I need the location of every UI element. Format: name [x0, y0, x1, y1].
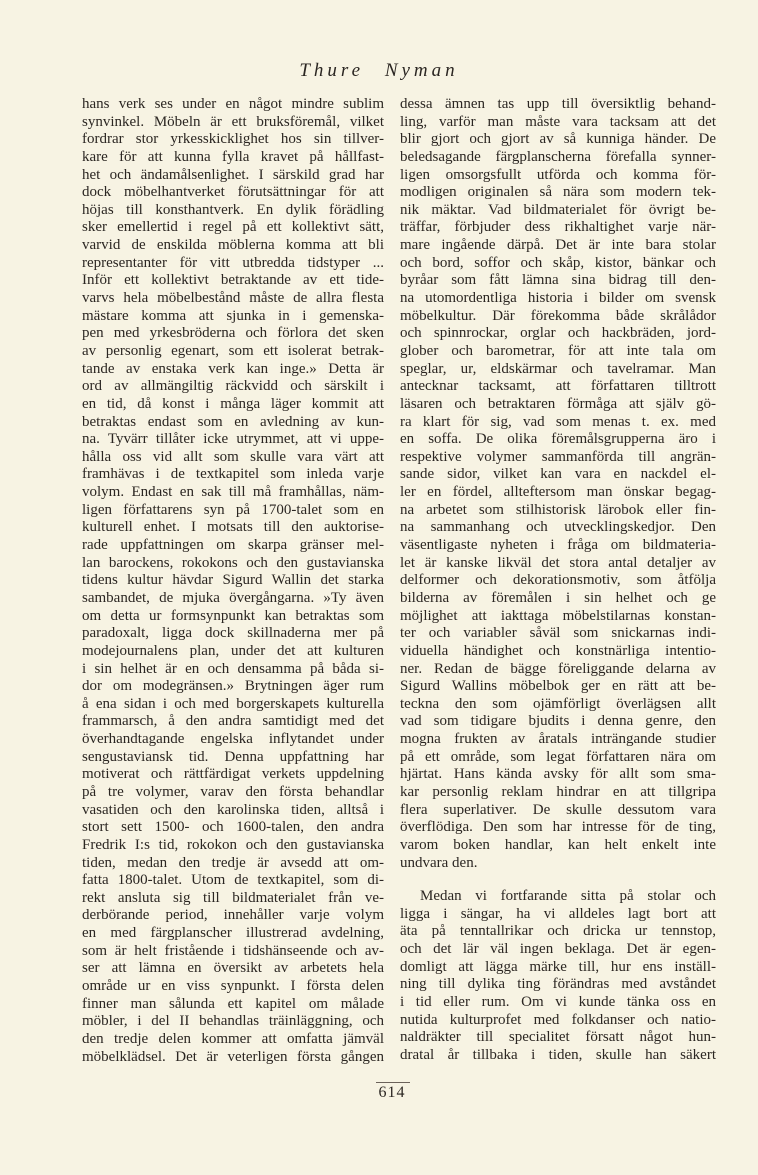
text-line: om detta ur formsynpunkt kan betraktas som [82, 607, 384, 624]
text-line: ligen omsorgsfullt utförda och komma för- [400, 166, 716, 183]
text-line: mare ingående därpå. Det är inte bara stolar [400, 237, 716, 254]
text-line: möbelklädsel. Det är veterligen första gången [82, 1048, 384, 1065]
text-line: paradoxalt, ligga dock skillnaderna mer på [82, 625, 384, 642]
text-line: en soffa. De olika föremålsgrupperna äro i [400, 431, 716, 448]
text-line: kare för att kunna fylla kravet på hållfast- [82, 148, 384, 165]
text-line: område ur en viss synpunkt. I första delen [82, 978, 384, 995]
text-line: ler en fördel, allteftersom man önskar begag- [400, 484, 716, 501]
text-line: delformer och dekorationsmotiv, som åtfölja [400, 572, 716, 589]
text-line: på ett område, som legat författaren nära om [400, 748, 716, 765]
text-line: sker emellertid i regel på ett kollektivt sätt, [82, 219, 384, 236]
text-line: frammarsch, å den andra samtidigt med det [82, 713, 384, 730]
text-line: äta på tenntallrikar och dricka ur tennstop, [400, 923, 716, 940]
text-line: varvs hela möbelbestånd måste de allra flesta [82, 290, 384, 307]
text-line: och spinnrockar, orglar och hackbräden, jord- [400, 325, 716, 342]
text-line: fatta 1800-talet. Utom de textkapitel, som di- [82, 872, 384, 889]
text-line: na arbetet som stilhistorisk lärobok eller fin- [400, 501, 716, 518]
text-line: volym. Endast en sak till må framhållas, näm- [82, 484, 384, 501]
text-line: Medan vi fortfarande sitta på stolar och [420, 888, 716, 905]
page-number: 614 [378, 1084, 406, 1101]
text-line: ligga i sängar, ha vi alldeles lagt bort att [400, 905, 716, 922]
text-line: fordrar stor yrkesskicklighet hos sin tillver- [82, 131, 384, 148]
text-line: ligen författarens syn på 1700-talet som en [82, 501, 384, 518]
text-line: träffar, förbjuder dess rikhaltighet varje när- [400, 219, 716, 236]
text-line: överhandtagande engelska inflytandet under [82, 731, 384, 748]
text-line: Fredrik I:s tid, rokokon och den gustavianska [82, 836, 384, 853]
text-line: blir gjort och gjort av så kunniga händer. De [400, 131, 716, 148]
text-line: domligt att lägga märke till, hur ens inställ- [400, 958, 716, 975]
text-line: nik mäktar. Vad bildmaterialet för övrigt be- [400, 201, 716, 218]
text-line: läsaren och betraktaren förmåga att själv gö- [400, 395, 716, 412]
text-line: glober och barometrar, för att inte tala om [400, 342, 716, 359]
text-line: av personlig egenart, som ett isolerat betrak- [82, 342, 384, 359]
text-line: möbler, i del II behandlas träinläggning, och [82, 1013, 384, 1030]
left-text-column [82, 96, 384, 1066]
text-line: dock möbelhantverket förutsättningar för att [82, 184, 384, 201]
text-line: möbelkultur. Där förekomma både skrålådor [400, 307, 716, 324]
text-line: finner man sålunda ett kapitel om målade [82, 995, 384, 1012]
text-line: å ena sidan i och med borgerskapets kulturella [82, 695, 384, 712]
text-line: mogna frukten av åratals inträngande studier [400, 731, 716, 748]
text-line: och bord, soffor och skåp, kistor, bänkar och [400, 254, 716, 271]
text-line: hålla oss vid allt som skulle vara värt att [82, 448, 384, 465]
text-line: ser att lämna en översikt av arbetets hela [82, 960, 384, 977]
text-line: nutida kulturprofet med folkdanser och natio- [400, 1011, 716, 1028]
text-line: bilderna av föremålen i sin helhet och ge [400, 589, 716, 606]
author-first-name: Thure [299, 60, 365, 81]
text-line: ter och variabler såväl som snickarnas indi- [400, 625, 716, 642]
text-line: i sin helhet är en och densamma på båda si- [82, 660, 384, 677]
text-line: ling, varför man måste vara tacksam att det [400, 113, 716, 130]
text-line: hjärtat. Hans kända avsky för allt som sma- [400, 766, 716, 783]
text-line: hans verk ses under en något mindre sublim [82, 96, 384, 112]
text-line: na. Tyvärr tillåter icke utrymmet, att vi uppe- [82, 431, 384, 448]
text-line: ord av allmängiltig räckvidd och särskilt i [82, 378, 384, 395]
text-line: representanter för vitt utbredda tidstyper ... [82, 254, 384, 271]
text-line: stort sett 1500- och 1600-talen, den andra [82, 819, 384, 836]
text-line: derbörande period, innehåller varje volym [82, 907, 384, 924]
text-line: på tre volymer, varav den första behandlar [82, 783, 384, 800]
text-line: beledsagande färgplanscherna förefalla synner- [400, 148, 716, 165]
text-line: synvinkel. Möbeln är ett bruksföremål, vilket [82, 113, 384, 130]
text-line: dratal år tillbaka i tiden, skulle han säkert [400, 1046, 716, 1063]
text-line: överflödiga. Den som har intresse för de ting, [400, 819, 716, 836]
text-line: modligen originalen så nära som modern tek- [400, 184, 716, 201]
text-line: i tid eller rum. Om vi kunde tänka oss en [400, 994, 716, 1011]
text-line: varom boken handlar, kan helt enkelt inte [400, 836, 716, 853]
author-last-name: Nyman [384, 60, 459, 81]
text-line: antecknar tacksamt, att författaren tilltrott [400, 378, 716, 395]
text-line: varvid de enskilda möblerna komma att bli [82, 237, 384, 254]
text-line: byråar som fått lämna sina bidrag till den- [400, 272, 716, 289]
text-line: het och ändamålsenlighet. I särskild grad har [82, 166, 384, 183]
text-line: respektive volymer sammanförda till angrän- [400, 448, 716, 465]
text-line: möjlighet att iakttaga möbelstilarnas konstan- [400, 607, 716, 624]
text-line: na utomordentliga historia i bilder om svensk [400, 290, 716, 307]
text-line: na sammanhang och utvecklingskedjor. Den [400, 519, 716, 536]
text-line: rekt ansluta sig till bildmaterialet från ve- [82, 889, 384, 906]
text-line: höjas till konsthantverk. En dylik förädling [82, 201, 384, 218]
text-line: Inför ett kollektivt betraktande av ett tide- [82, 272, 384, 289]
text-line: rade uppfattningen om skarpa gränser mel- [82, 537, 384, 554]
text-line: speglar, ur, eldskärmar och tavelramar. Man [400, 360, 716, 377]
paragraph-gap [400, 872, 716, 888]
text-line: kulturell enhet. I motsats till den auktorise- [82, 519, 384, 536]
text-line: som är helt fristående i tidshänseende och av- [82, 942, 384, 959]
text-line: sambandet, de mjuka övergångarna. »Ty även [82, 589, 384, 606]
text-line: den tredje delen kommer att omfatta jämväl [82, 1030, 384, 1047]
text-line: mästare komma att sjunka in i gemenska- [82, 307, 384, 324]
text-line: dessa ämnen tas upp till översiktlig behand- [400, 96, 716, 112]
text-line: väsentligaste nyheten i fråga om bildmateria- [400, 537, 716, 554]
text-line: motiverat och rättfärdigat verkets uppdelning [82, 766, 384, 783]
text-line: kar personlig reklam hindrar en att tillgripa [400, 783, 716, 800]
text-line: ner. Redan de bägge föreliggande delarna av [400, 660, 716, 677]
right-text-column [400, 96, 716, 1065]
text-line: dor om modegränsen.» Brytningen äger rum [82, 678, 384, 695]
text-line: naldräkter till specialitet försatt något hun- [400, 1029, 716, 1046]
text-line: let är kanske likväl det stora antal detaljer av [400, 554, 716, 571]
text-line: tiden, medan den tredje är avsedd att om- [82, 854, 384, 871]
text-line: teckna den som ojämförligt överlägsen allt [400, 695, 716, 712]
text-line: Sigurd Wallins möbelbok ger en rätt att be- [400, 678, 716, 695]
running-header [0, 60, 758, 82]
text-line: en med färgplanscher illustrerad avdelning, [82, 925, 384, 942]
text-line: flera superlativer. De skulle dessutom vara [400, 801, 716, 818]
text-line: sengustaviansk tid. Denna uppfattning har [82, 748, 384, 765]
page-number-rule [376, 1082, 410, 1083]
text-line: framhävas i de textkapitel som inleda varje [82, 466, 384, 483]
text-line: sande sidor, vilket kan vara en nackdel el- [400, 466, 716, 483]
text-line: vad som tidigare bjudits i denna genre, den [400, 713, 716, 730]
text-line: pen med yrkesbröderna och förlora det sken [82, 325, 384, 342]
text-line: modejournalens plan, under det att kulturen [82, 642, 384, 659]
text-line: lan barockens, rokokons och den gustavianska [82, 554, 384, 571]
text-line: ra klart för sig, vad som menas t. ex. med [400, 413, 716, 430]
text-line: betraktas endast som en avledning av kun- [82, 413, 384, 430]
text-line: viduella händighet och konstnärliga intentio- [400, 642, 716, 659]
text-line: tande av enstaka verk kan inge.» Detta är [82, 360, 384, 377]
text-line: vasatiden och den karolinska tiden, alltså i [82, 801, 384, 818]
text-line: tidens kultur hävdar Sigurd Wallin det starka [82, 572, 384, 589]
text-line: undvara den. [400, 854, 478, 871]
text-line: ning till dylika ting förändras med avståndet [400, 976, 716, 993]
text-line: och det lär väl ingen beklaga. Det är egen- [400, 941, 716, 958]
text-line: en tid, då konst i många läger kommit att [82, 395, 384, 412]
